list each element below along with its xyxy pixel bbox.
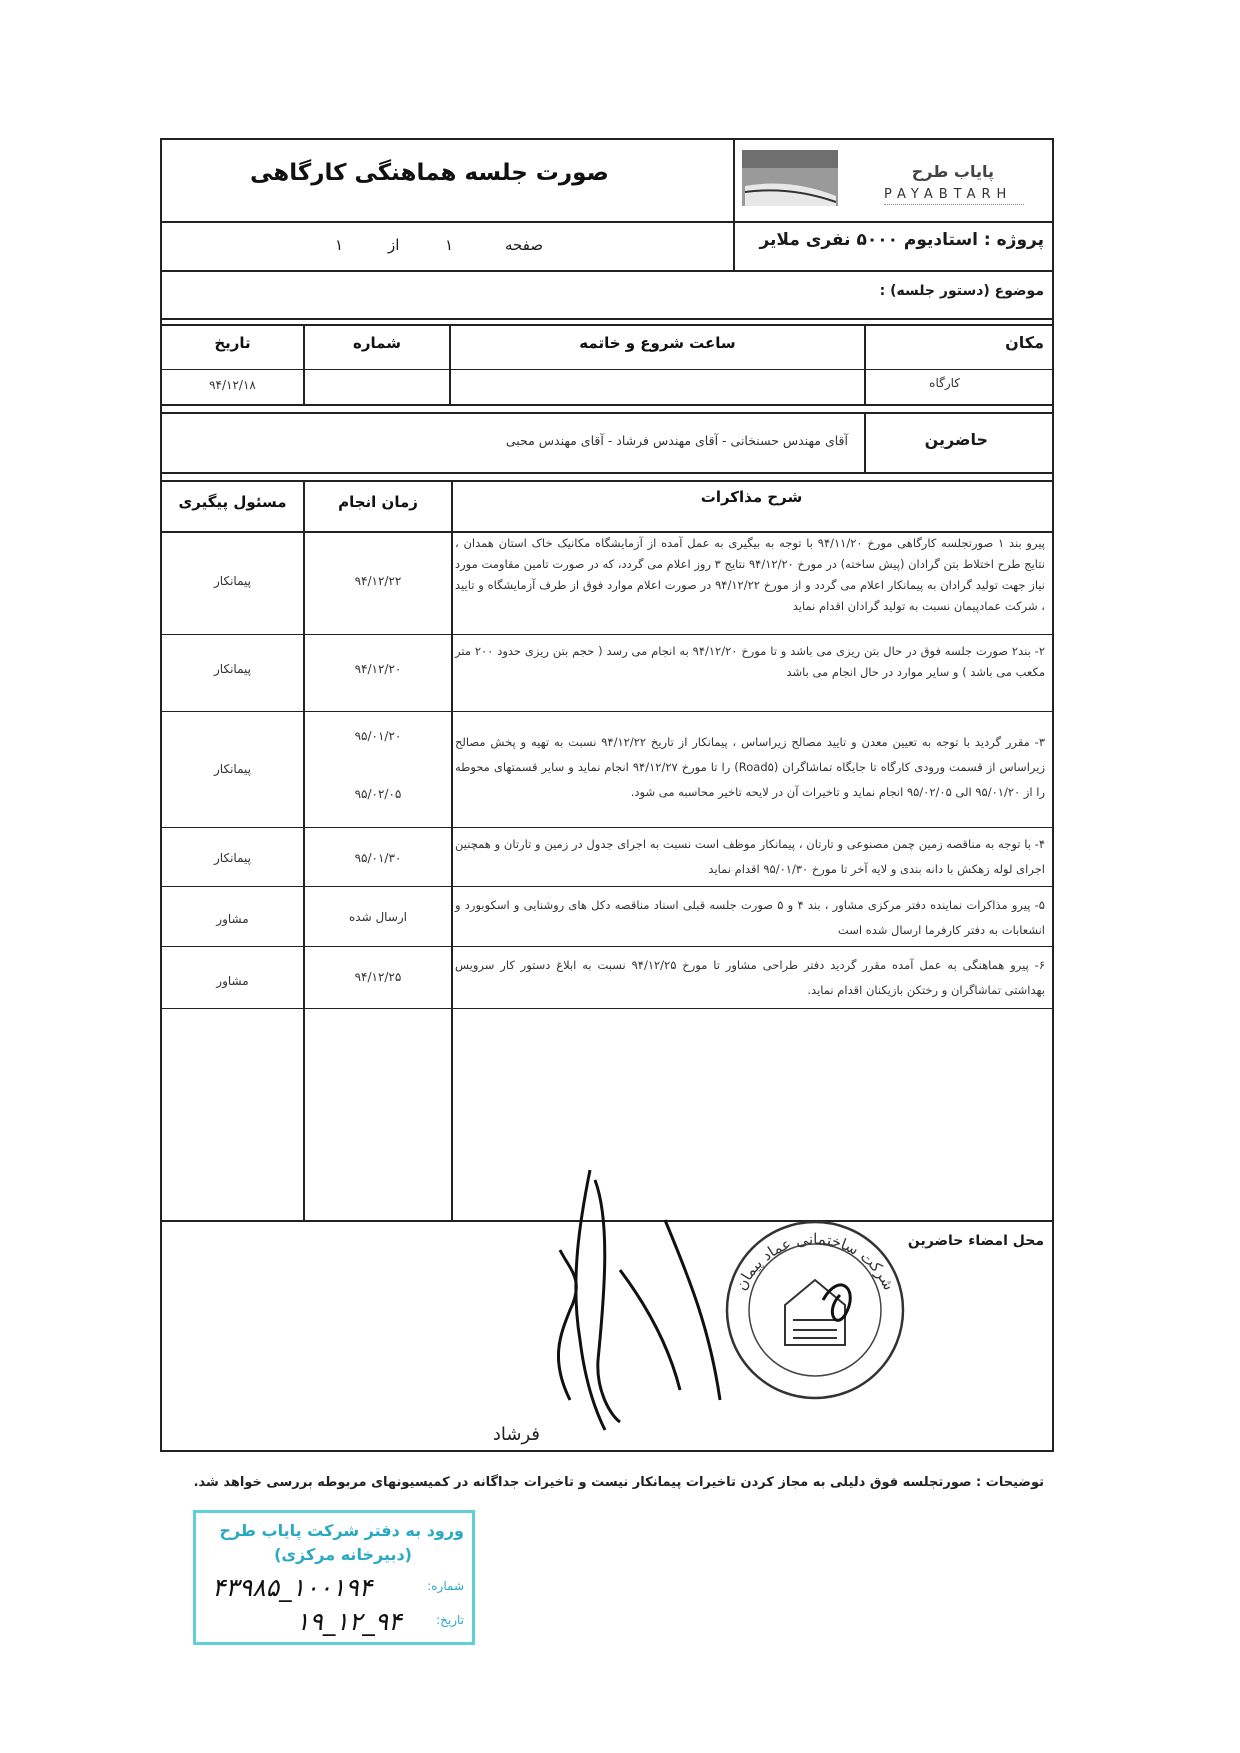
- attendees-label: حاضرین: [924, 430, 988, 449]
- minutes-row-3-time-1: ۹۵/۰۱/۲۰: [354, 729, 402, 743]
- minutes-row-3-text: ۳- مقرر گردید با توجه به تعیین معدن و تایید مصالح زیراساس ، پیمانکار از تاریخ ۹۴/۱۲/۲۲ نسبت به تهیه و پخش مصالح زیراساس از قسمت ورودی کارگاه تا جایگاه تماشاگران (Road۵) را تا مورخ ۹۴/۱۲/۲۷ انجام نماید و سایر قسمتهای محوطه را از ۹۵/۰۱/۲۰ الی ۹۵/۰۲/۰۵ انجام نماید و تاخیرات آن در لایحه تاخیر محاسبه می شود.: [455, 735, 1045, 799]
- project-title: پروژه : استادیوم ۵۰۰۰ نفری ملایر: [759, 230, 1044, 250]
- signatures-label: محل امضاء حاضرین: [907, 1233, 1044, 1249]
- subject-bottom-line: [160, 318, 1054, 320]
- attendees-divider: [864, 412, 866, 472]
- minutes-row-3-line: [160, 827, 1054, 828]
- page-word: صفحه: [505, 236, 544, 254]
- col-desc-header: شرح مذاکرات: [700, 488, 803, 506]
- notes-text: توضیحات : صورتجلسه فوق دلیلی به مجاز کردن تاخیرات پیمانکار نیست و تاخیرات جداگانه در کمیسیونهای مربوطه بررسی خواهد شد.: [193, 1475, 1044, 1490]
- minutes-row-5-resp: مشاور: [216, 912, 249, 926]
- minutes-row-4-line: [160, 886, 1054, 887]
- minutes-row-2-line: [160, 711, 1054, 712]
- subject-label: موضوع (دستور جلسه) :: [879, 283, 1044, 299]
- minutes-row-3-resp: پیمانکار: [214, 762, 251, 776]
- handwritten-name: فرشاد: [492, 1424, 540, 1445]
- document-title: صورت جلسه هماهنگی کارگاهی: [250, 160, 609, 186]
- minutes-row-1-line: [160, 634, 1054, 635]
- minutes-row-3-time-2: ۹۵/۰۲/۰۵: [354, 787, 402, 801]
- minutes-col-line-1: [303, 480, 305, 1220]
- info-top-line: [160, 324, 1054, 326]
- frame-bottom-border: [160, 1450, 1054, 1452]
- attendees-value: آقای مهندس حسنخانی - آقای مهندس فرشاد - آقای مهندس محبی: [505, 433, 848, 448]
- entry-stamp-date-value: ۹۴_۱۲_۱۹: [296, 1607, 402, 1636]
- logo-underline: [884, 204, 1024, 205]
- header-divider: [733, 138, 735, 270]
- entry-stamp-number-value: ۱۰۰۱۹۴_۴۳۹۸۵: [212, 1573, 373, 1602]
- minutes-row-5-time: ارسال شده: [348, 910, 407, 924]
- attendees-bottom-line: [160, 472, 1054, 474]
- seal-text: شرکت ساختمانی عماد پیمان: [731, 1229, 899, 1294]
- minutes-row-4-time: ۹۵/۰۱/۳۰: [354, 851, 402, 865]
- logo-graphic-icon: [740, 148, 840, 208]
- col-resp-header: مسئول پیگیری: [178, 493, 287, 511]
- place-header: مکان: [1005, 333, 1044, 352]
- company-logo: [736, 140, 1050, 220]
- entry-stamp-line2: (دبیرخانه مرکزی): [274, 1545, 412, 1564]
- page-number: ۱: [445, 236, 454, 254]
- time-header: ساعت شروع و خاتمه: [579, 334, 736, 352]
- minutes-row-2-text: ۲- بند۲ صورت جلسه فوق در حال بتن ریزی می باشد و تا مورخ ۹۴/۱۲/۲۰ به انجام می رسد ( حجم بتن ریزی حدود ۲۰۰ متر مکعب می باشد ) و سایر موارد در حال انجام می باشد: [455, 644, 1046, 679]
- minutes-row-4-resp: پیمانکار: [214, 851, 251, 865]
- info-bottom-line: [160, 404, 1054, 406]
- handwritten-signature: [558, 1170, 720, 1430]
- minutes-row-1-time: ۹۴/۱۲/۲۲: [354, 574, 402, 588]
- logo-name-fa: پایاب طرح: [911, 162, 994, 181]
- minutes-row-4-text: ۴- با توجه به مناقصه زمین چمن مصنوعی و تارتان ، پیمانکار موظف است نسبت به اجرای جدول در زمین و تارتان و همچنین اجرای لوله زهکش با دانه بندی و لایه آخر تا مورخ ۹۵/۰۱/۳۰ اقدام نماید: [455, 837, 1045, 876]
- info-mid-line: [160, 369, 1054, 370]
- place-value: کارگاه: [929, 376, 960, 390]
- company-seal: [727, 1222, 903, 1398]
- subject-top-line: [160, 270, 1054, 272]
- minutes-row-5-line: [160, 946, 1054, 947]
- minutes-row-6-resp: مشاور: [216, 974, 249, 988]
- date-value: ۹۴/۱۲/۱۸: [209, 378, 256, 392]
- minutes-row-1-text: پیرو بند ۱ صورتجلسه کارگاهی مورخ ۹۴/۱۱/۲۰ با توجه به بیگیری به عمل آمده از آزمایشگاه مکانیک خاک استان همدان ، نتایج طرح اختلاط بتن گرادان (پیش ساخته) در مورخ ۹۴/۱۲/۲۰ نتایج ۳ روز اعلام می گردد، که در صورت تامین مقاومت مورد نیاز جهت تولید گرادان به پیمانکار اعلام می گردد و از مورخ ۹۴/۱۲/۲۲ در صورت اعلام موارد فوق از طرف آزمایشگاه و تایید ، شرکت عمادپیمان نسبت به تولید گرادان اقدام نماید: [455, 536, 1046, 613]
- number-header: شماره: [353, 334, 401, 352]
- page-total: ۱: [335, 236, 344, 254]
- attendees-top-line: [160, 412, 1054, 414]
- info-col-line-3: [864, 324, 866, 404]
- entry-stamp-date-label: تاریخ:: [436, 1613, 464, 1627]
- minutes-col-line-2: [451, 480, 453, 1220]
- of-word: از: [388, 236, 400, 254]
- minutes-row-2-time: ۹۴/۱۲/۲۰: [354, 662, 402, 676]
- entry-stamp-line1: ورود به دفتر شرکت پایاب طرح: [219, 1521, 464, 1540]
- minutes-row-1-resp: پیمانکار: [214, 574, 251, 588]
- logo-name-en: PAYABTARH: [884, 187, 1013, 202]
- entry-stamp-number-label: شماره:: [427, 1579, 464, 1593]
- col-time-header: زمان انجام: [338, 493, 418, 511]
- minutes-row-6-line: [160, 1008, 1054, 1009]
- minutes-top-line: [160, 480, 1054, 482]
- date-header: تاریخ: [214, 334, 251, 352]
- signatures-stamp-graphic: [420, 1160, 980, 1450]
- minutes-row-5-text: ۵- پیرو مذاکرات نماینده دفتر مرکزی مشاور ، بند ۴ و ۵ صورت جلسه قبلی اسناد مناقصه دکل های روشنایی و اسکوبورد و انشعابات به دفتر کارفرما ارسال شده است: [455, 898, 1045, 937]
- minutes-row-2-resp: پیمانکار: [214, 662, 251, 676]
- minutes-row-6-time: ۹۴/۱۲/۲۵: [354, 970, 402, 984]
- entry-stamp: [193, 1510, 475, 1645]
- header-row-divider: [160, 221, 1054, 223]
- frame-right-border: [1052, 138, 1054, 1450]
- minutes-row-6-text: ۶- پیرو هماهنگی به عمل آمده مقرر گردید دفتر طراحی مشاور تا مورخ ۹۴/۱۲/۲۵ نسبت به ابلاغ دستور کار سرویس بهداشتی تماشاگران و رختکن بازیکنان اقدام نماید.: [455, 958, 1046, 997]
